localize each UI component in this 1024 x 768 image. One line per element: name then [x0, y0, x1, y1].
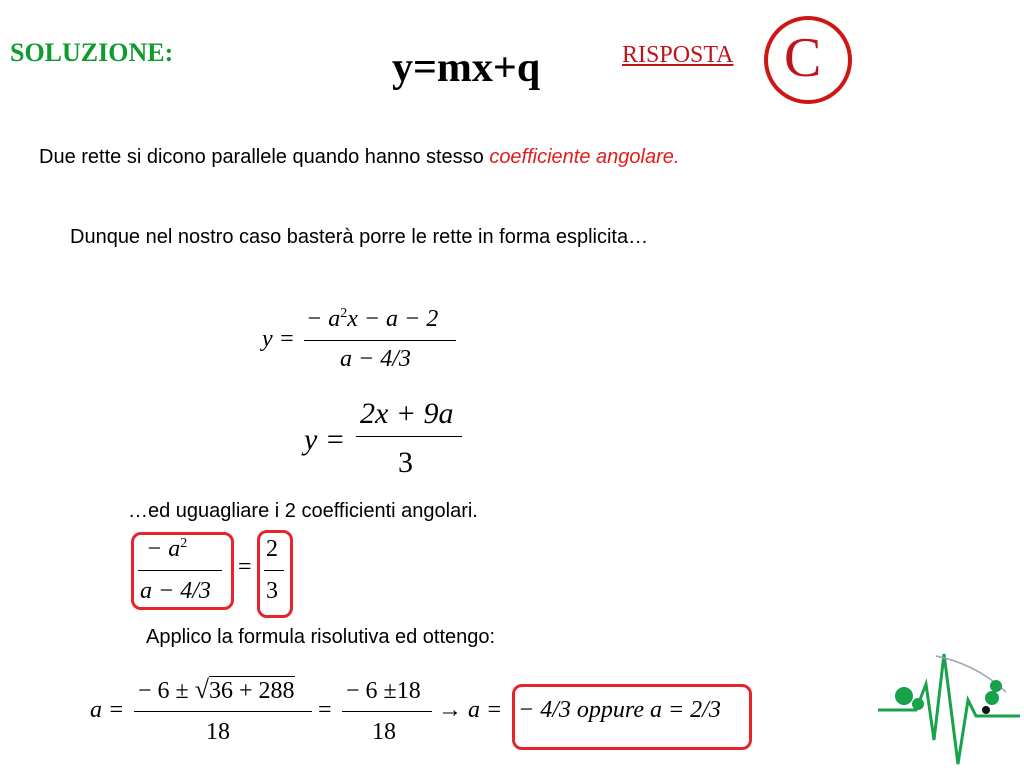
eq3-rhs-denominator: 3 — [266, 578, 278, 604]
eq2-denominator: 3 — [398, 446, 413, 479]
eq3-rhs-fraction-bar — [264, 570, 284, 571]
eq3-fraction-bar — [138, 570, 222, 571]
eq3-equals: = — [238, 554, 252, 580]
equate-coefficients-text: …ed uguagliare i 2 coefficienti angolari. — [128, 500, 478, 522]
eq1-fraction-bar — [304, 340, 456, 341]
eq4-result: − 4/3 oppure a = 2/3 — [518, 697, 721, 723]
eq3-numerator: − $a^2$ — [146, 536, 188, 562]
highlight-text: coefficiente angolare. — [489, 146, 680, 168]
eq2-fraction-bar — [356, 436, 462, 437]
definition-text: Due rette si dicono parallele quando hanno stesso — [39, 146, 490, 168]
line-formula: y=mx+q — [392, 45, 541, 91]
explicit-form-text: Dunque nel nostro caso basterà porre le rette in forma esplicita… — [70, 226, 649, 248]
eq3-rhs-numerator: 2 — [266, 536, 278, 562]
section-label: SOLUZIONE: — [10, 38, 174, 67]
answer-label: RISPOSTA — [622, 42, 734, 68]
eq4-fraction-bar-1 — [134, 711, 312, 712]
eq1-denominator: a − 4/3 — [340, 346, 411, 372]
logo-icon — [876, 644, 1022, 766]
eq4-denominator-1: 18 — [206, 719, 230, 745]
eq4-denominator-2: 18 — [372, 719, 396, 745]
answer-letter: C — [784, 27, 822, 89]
eq1-numerator: − $a^2x - a - 2$ — [306, 306, 439, 332]
sqrt-symbol: √ — [194, 675, 209, 704]
eq4-arrow: → a = — [438, 697, 503, 723]
eq2-lhs: y = — [304, 423, 346, 456]
eq2-numerator: 2x + 9a — [360, 397, 454, 430]
eq4-equals: = — [318, 697, 332, 723]
eq1-lhs: y = — [262, 326, 295, 352]
eq4-lhs: a = — [90, 697, 125, 723]
eq4-numerator-2: − 6 ±18 — [346, 678, 421, 704]
solving-formula-text: Applico la formula risolutiva ed ottengo: — [146, 626, 496, 648]
eq4-numerator-1: − 6 ± √36 + 288 — [138, 675, 295, 704]
eq3-denominator: a − 4/3 — [140, 578, 211, 604]
eq4-fraction-bar-2 — [342, 711, 432, 712]
parallel-definition — [39, 146, 679, 169]
